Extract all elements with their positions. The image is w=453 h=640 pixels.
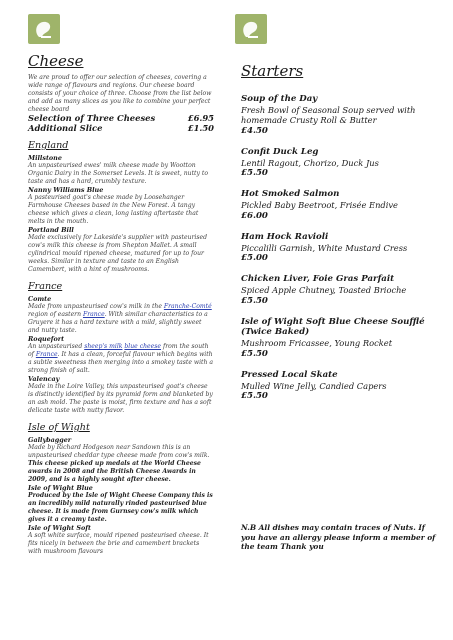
blue-cheese-link[interactable]: blue cheese — [124, 343, 162, 351]
cheese-name: Millstone — [28, 154, 62, 163]
cheese-intro: We are proud to offer our selection of cheeses, covering a wide range of flavours and regions. Our cheese board consists of your choice of three. Choose from the list below and add as many slices as you like to combine your perfect cheese board — [28, 74, 212, 113]
dish-name: Isle of Wight Soft Blue Cheese Soufflé (Twice Baked) — [241, 316, 425, 338]
france-link[interactable]: France — [82, 311, 105, 319]
cheese-name: Isle of Wight Blue — [28, 484, 93, 493]
desc-highlight: This cheese picked up medals at the World Cheese awards in 2008 and the British Cheese Awards in 2009, and is a highly sought after cheese. — [28, 460, 201, 484]
price-value: £1.50 — [187, 122, 214, 133]
cheese-desc — [28, 303, 214, 335]
section-isle-of-wight: Isle of Wight — [28, 422, 90, 434]
price-row — [28, 124, 214, 134]
dish-name: Confit Duck Leg — [241, 146, 319, 157]
sheeps-milk-link[interactable]: sheep's milk — [84, 343, 123, 351]
cheese-desc: A soft white surface, mould ripened pasteurised cheese. It fits nicely in between the brie and camembert brackets with mushroom flavours — [28, 532, 209, 556]
cheese-title: Cheese — [28, 52, 84, 70]
cheese-name: Gallybagger — [28, 436, 72, 445]
allergy-note: N.B All dishes may contain traces of Nuts. If you have an allergy please inform a member of the team Thank you — [241, 523, 436, 552]
starters-title: Starters — [241, 62, 304, 80]
section-france: France — [28, 281, 63, 293]
cheese-desc: Produced by the Isle of Wight Cheese Company this is an incredibly mild naturally rinded pasteurised blue cheese. It is made from Gurnsey cow's milk which gives it a creamy taste. — [28, 492, 213, 524]
dish-price: £6.00 — [241, 210, 268, 221]
dish-item — [241, 317, 437, 360]
dish-item — [241, 94, 437, 137]
dish-desc: Mulled Wine Jelly, Candied Capers — [241, 380, 387, 391]
price-label: Selection of Three Cheeses — [28, 113, 156, 123]
swan-logo-icon — [28, 14, 60, 44]
dish-item — [241, 147, 437, 179]
dish-price: £5.50 — [241, 168, 268, 179]
cheese-name: Comte — [28, 295, 52, 304]
dish-item — [241, 232, 437, 264]
cheese-desc: Made in the Loire Valley, this unpasteurised goat's cheese is distinctly identified by its pyramid form and blanketed by an ash mold. The paste is moist, firm texture and has a soft delicate taste with nutty flavor. — [28, 383, 213, 415]
desc-text: region of eastern — [28, 311, 83, 319]
dish-desc: Fresh Bowl of Seasonal Soup served with homemade Crusty Roll & Butter — [241, 104, 416, 126]
dish-item — [241, 370, 437, 402]
dish-price: £5.50 — [241, 348, 268, 359]
cheese-name: Roquefort — [28, 335, 65, 344]
desc-text: . It has a clean, forceful flavour which begins with a subtle sweetness then merging into a smokey taste with a strong finish of salt. — [28, 351, 214, 375]
cheese-name: Portland Bill — [28, 226, 74, 235]
price-value: £6.95 — [187, 113, 214, 123]
cheese-name: Isle of Wight Soft — [28, 524, 91, 533]
dish-price: £5.00 — [241, 253, 268, 264]
desc-text: An unpasteurised — [28, 343, 85, 351]
dish-item — [241, 274, 437, 306]
dish-price: £5.50 — [241, 391, 268, 402]
desc-text: from the south of — [28, 343, 209, 359]
dish-name: Soup of the Day — [241, 94, 318, 104]
starters-column — [241, 52, 437, 412]
dish-name: Hot Smoked Salmon — [241, 189, 340, 200]
desc-text: Made by Richard Hodgeson near Sandown this is an unpasteurised cheddar type cheese made from cow's milk. — [28, 444, 210, 460]
dish-desc: Mushroom Fricassee, Young Rocket — [241, 338, 393, 349]
swan-logo-icon — [235, 14, 267, 44]
desc-text: Made from unpasteurised cow's milk in the — [28, 303, 164, 311]
cheese-column — [28, 52, 214, 556]
cheese-desc: A pasteurised goat's cheese made by Loosehanger Farmhouse Cheeses based in the New Forest. A tangy cheese which gives a clean, long lasting aftertaste that melts in the mouth. — [28, 194, 199, 226]
france-link[interactable]: France — [35, 351, 58, 359]
desc-text: . With similar characteristics to a Gruyere it has a hard texture with a mild, slightly sweet and nutty taste. — [28, 311, 208, 335]
franche-comte-link[interactable]: Franche-Comté — [163, 303, 212, 311]
dish-item — [241, 189, 437, 221]
cheese-name: Nanny Williams Blue — [28, 186, 104, 195]
price-label: Additional Slice — [28, 122, 103, 133]
cheese-desc — [28, 444, 214, 484]
dish-desc: Spiced Apple Chutney, Toasted Brioche — [241, 284, 407, 295]
dish-price: £4.50 — [241, 125, 268, 136]
dish-desc: Piccalilli Garnish, White Mustard Cress — [241, 242, 408, 253]
dish-desc: Lentil Ragout, Chorizo, Duck Jus — [241, 157, 379, 168]
cheese-desc: Made exclusively for Lakeside's supplier with pasteurised cow's milk this cheese is from Shepton Mallet. A small cylindrical mould ripened cheese, matured for up to four weeks. Similar in texture and taste to an English Camembert, with a hint of mushrooms. — [28, 234, 207, 274]
cheese-desc: An unpasteurised ewes' milk cheese made by Wootton Organic Dairy in the Somerset Levels. It is sweet, nutty to taste and has a hard, crumbly texture. — [28, 162, 208, 186]
dish-desc: Pickled Baby Beetroot, Frisée Endive — [241, 200, 398, 211]
cheese-desc — [28, 343, 214, 375]
dish-name: Pressed Local Skate — [241, 369, 338, 380]
section-england: England — [28, 140, 69, 152]
dish-name: Chicken Liver, Foie Gras Parfait — [241, 274, 395, 285]
dish-price: £5.50 — [241, 295, 268, 306]
dish-name: Ham Hock Ravioli — [241, 231, 329, 242]
cheese-name: Valencay — [28, 375, 60, 384]
